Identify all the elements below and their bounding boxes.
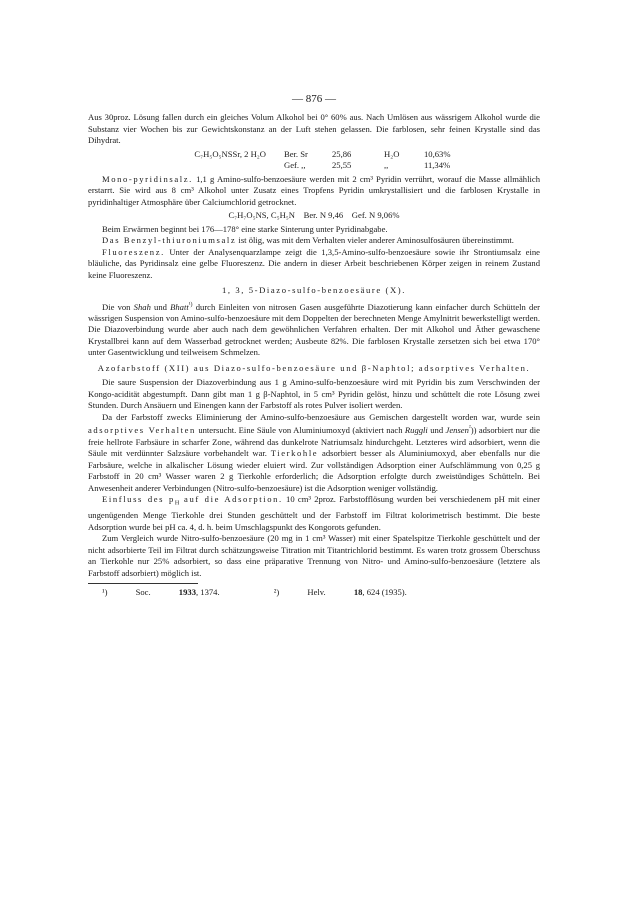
paragraph-vergleich: Zum Vergleich wurde Nitro-sulfo-benzoesäure (20 mg in 1 cm³ Wasser) mit einer Spatelspitze Tierkohle geschüttelt und der nicht adsorbierte Teil im Filtrat durch schätzungsweise Titration mit Titantrichlorid bestimmt. Es waren trotz grossem Überschuss an Tierkohle nur 25% adsorbiert, so dass eine präparative Trennung von Nitro- und Amino-sulfo-benzoesäure (letztere als Farbstoff adsorbiert) möglich ist. (88, 533, 540, 578)
formula-compound: C₇H₅O₅NSSr, 2 H₂O (194, 148, 266, 159)
text-ph: 10 cm³ 2proz. Farbstofflösung wurden bei verschiedenem pH mit einer ungenügenden Menge Tierkohle drei Stunden geschüttelt und der Farbstoff im Filtrat kolorimetrisch bestimmt. Die beste Adsorption wurde bei pH ca. 4, d. h. beim Umschlagspunkt des Kongorots gefunden. (88, 494, 540, 532)
text-azo-2b: untersucht. Eine Säule von Aluminiumoxyd (aktiviert nach (195, 425, 405, 436)
paragraph-ph (88, 494, 540, 533)
formula-label: Ber. Sr (284, 148, 308, 159)
footnote-ref-1: ¹) (188, 301, 193, 308)
text-azo-2d: adsorbiert besser als Aluminiumoxyd, aber ebenfalls nur die Farbsäure, welche in alkalischer Lösung wieder eluiert wird. Zur vollständigen Adsorption einer Aufschlämmung von 0,25 g Farbstoff in 20 cm³ Wasser waren 2 g Tierkohle erforderlich; die Adsorption erfolgte durch zweistündiges Schütteln. Bei Anwesenheit anderer Verbindungen (Nitro-sulfo-benzoesäure) ist die Adsorption weniger vollständig. (88, 448, 540, 493)
text-azo-2a: Da der Farbstoff zwecks Eliminierung der Amino-sulfo-benzoesäure aus Gemischen dargestellt worden war, wurde sein (102, 411, 540, 422)
author-ruggli: Ruggli (404, 425, 428, 436)
term-adsorptives-verhalten: adsorptives Verhalten (88, 425, 196, 436)
formula-compound (88, 160, 284, 172)
formula-value: 11,34% (424, 160, 451, 170)
footnote-volume: 18 (353, 587, 363, 598)
text-diazo-b: durch Einleiten von nitrosen Gasen ausgeführte Diazotierung kann einfacher durch Schütteln der wässrigen Suspension von Amino-sulfo-benzoesäure mit dem Doppelten der berechneten Menge Amylnitrit bewerkstelligt werden. Die Diazoverbindung wurde aber auch nach dem gewöhnlichen Verfahren erhalten. Der mit Alkohol und Äther gewaschene Krystallbrei kann auf dem Wasserbad getrocknet werden; Ausbeute 82%. Die farblosen Krystalle zersetzen sich bei etwa 170° unter Gasentwicklung und teilweisem Schmelzen. (88, 301, 540, 358)
formula-label: ,, (384, 160, 389, 170)
text-fluoreszenz: Unter der Analysenquarzlampe zeigt die 1,3,5-Amino-sulfo-benzoesäure sowie ihr Strontiumsalz eine bläuliche, das Pyridinsalz eine gelbe Fluoreszenz. Die andern in dieser Arbeit beschriebenen Körper zeigen in reinem Zustand keine Fluoreszenz. (88, 246, 540, 280)
term-tierkohle: Tierkohle (270, 448, 319, 459)
formula-row-found (88, 160, 540, 172)
footnote-mark: ¹) (102, 587, 108, 598)
formula-pyridin: C₇H₇O₅NS, C₅H₅N Ber. N 9,46 Gef. N 9,06% (228, 210, 400, 220)
page-number: — 876 — (292, 93, 336, 105)
paragraph-azo-2 (88, 412, 540, 494)
footnote-volume: 1933 (178, 587, 196, 598)
footnote-text: , 1374. (195, 587, 220, 598)
text-mono-pyridinsalz: 1,1 g Amino-sulfo-benzoesäure werden mit 2 cm³ Pyridin verrührt, worauf die Masse allmählich erstarrt. Sie wird aus 8 cm³ Alkohol unter Zusatz eines Tropfens Pyridin umkrystallisiert und die farblosen Krystalle in pyridinhaltiger Atmosphäre über Calciumchlorid getrocknet. (88, 173, 540, 207)
term-ph-b: auf die Adsorption. (179, 494, 283, 505)
formula-value: 25,86 (332, 148, 352, 159)
formula-value: 25,55 (332, 160, 352, 170)
formula-strontium (88, 149, 540, 172)
footnote-2 (274, 587, 433, 597)
term-ph-sub: H (174, 500, 180, 507)
paragraph-erwaermen: Beim Erwärmen beginnt bei 176—178° eine starke Sinterung unter Pyridinabgabe. (102, 223, 388, 234)
formula-value: 10,63% (424, 148, 451, 159)
text-azo-und: und (427, 425, 446, 436)
author-bhatt: Bhatt (170, 301, 189, 312)
term-benzyl: Das Benzyl-thiuroniumsalz (102, 235, 237, 245)
text-diazo-a: Die von (102, 301, 134, 312)
text-azo-2c: )) adsorbiert nur die freie hellrote Farbsäure in scharfer Zone, während das dunkelrote Natriumsalz hindurchgeht. Letzteres wird adsorbiert, wenn die Säule mit verdünnter Salzsäure vorbehandelt war. (88, 425, 540, 459)
formula-row-calc (88, 149, 540, 161)
term-ph-a: Einfluss des p (102, 494, 175, 505)
footnote-ref-2: ² (468, 425, 471, 432)
author-jensen: Jensen (445, 425, 469, 436)
footnote-text: Helv. (305, 587, 328, 598)
footnote-text: , 624 (1935). (362, 587, 407, 598)
page (88, 92, 540, 599)
paragraph-benzyl (88, 235, 540, 247)
footnote-text: Soc. (133, 587, 153, 598)
paragraph-fluoreszenz (88, 247, 540, 282)
paragraph-diazo (88, 300, 540, 359)
footnote-1 (102, 587, 246, 597)
text-diazo-und: und (150, 301, 171, 312)
formula-label: H₂O (384, 148, 400, 159)
footnotes (88, 587, 540, 599)
paragraph-azo-1: Die saure Suspension der Diazoverbindung aus 1 g Amino-sulfo-benzoesäure wird mit Pyridin bis zum Verschwinden der Kongo-acidität abgestumpft. Dann gibt man 1 g β-Naphtol, in 5 cm³ Pyridin gelöst, hinzu und schüttelt die rote Lösung zwei Stunden. Durch Ansäuern und Einengen kann der Farbstoff als rotes Pulver isoliert werden. (88, 377, 540, 411)
section-heading-diazo: 1, 3, 5-Diazo-sulfo-benzoesäure (X). (221, 285, 407, 295)
term-fluoreszenz: Fluoreszenz. (102, 246, 165, 257)
footnote-divider (88, 583, 198, 584)
paragraph-mono-pyridinsalz (88, 174, 540, 209)
paragraph-intro: Aus 30proz. Lösung fallen durch ein gleiches Volum Alkohol bei 0° 60% aus. Nach Umlösen aus wässrigem Alkohol wurde die Substanz vier Wochen bis zur Gewichtskonstanz an der Luft stehen gelassen. Die farblosen, sehr feinen Krystalle sind das Dihydrat. (88, 112, 540, 145)
term-mono-pyridinsalz: Mono-pyridinsalz. (102, 173, 193, 184)
section-heading-azo: Azofarbstoff (XII) aus Diazo-sulfo-benzoesäure und β-Naphtol; adsorptives Verhalten. (97, 362, 531, 373)
footnote-mark: ²) (273, 587, 280, 598)
author-shah: Shah (133, 301, 151, 312)
formula-label: Gef. ,, (284, 160, 306, 170)
text-benzyl: ist ölig, was mit dem Verhalten vieler anderer Aminosulfosäuren übereinstimmt. (236, 235, 514, 245)
